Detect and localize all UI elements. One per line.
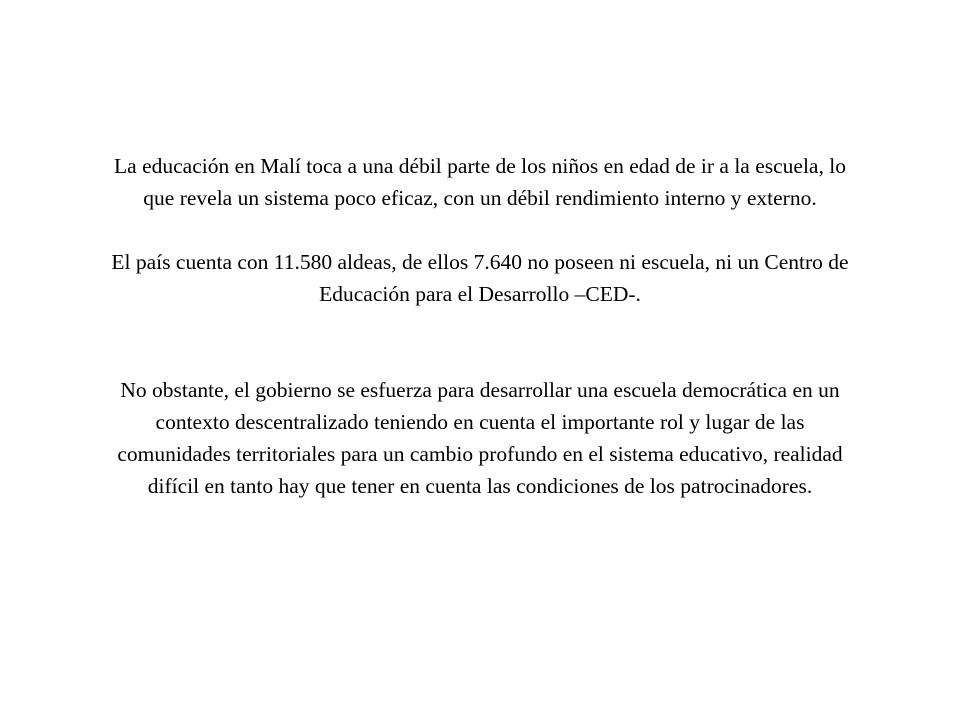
paragraph-spacer [20,310,940,374]
paragraph-government: No obstante, el gobierno se esfuerza para desarrollar una escuela democrática en un contexto descentralizado teniendo en cuenta el importante rol y lugar de las comunidades territoriales para un cambio profundo en el sistema educativo, realidad difícil en tanto hay que tener en cuenta las condiciones de los patrocinadores. [117,378,843,498]
slide-body [20,150,940,502]
paragraph-spacer [20,214,940,246]
paragraph-intro: La educación en Malí toca a una débil parte de los niños en edad de ir a la escuela, lo que revela un sistema poco eficaz, con un débil rendimiento interno y externo. [114,154,846,210]
paragraph-villages: El país cuenta con 11.580 aldeas, de ellos 7.640 no poseen ni escuela, ni un Centro de Educación para el Desarrollo –CED-. [111,250,849,306]
